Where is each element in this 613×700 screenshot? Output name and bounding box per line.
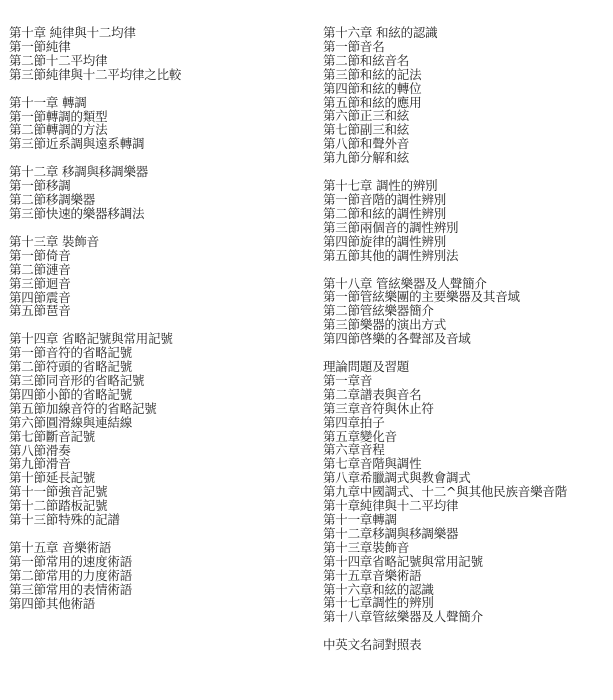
toc-item: 第五節琶音 [9,303,71,319]
toc-item: 第二章譜表與音名 [323,386,422,402]
toc-item: 第八章希臘調式與教會調式 [323,470,471,486]
toc-item: 第一節常用的速度術語 [9,553,133,569]
toc-item: 第十三節特殊的記譜 [9,512,120,528]
toc-item: 第二節和絃的調性辨別 [323,205,447,221]
toc-item: 第二節移調樂器 [9,192,96,208]
chapter-title: 第十四章 省略記號與常用記號 [9,331,173,347]
chapter-title: 第十七章 調性的辨別 [323,178,438,194]
toc-item: 第十八章管絃樂器及人聲簡介 [323,609,483,625]
toc-item: 第四節震音 [9,289,71,305]
chapter-title: 第十三章 裝飾音 [9,233,99,249]
toc-item: 第十二章移調與移調樂器 [323,525,459,541]
toc-item: 第十章純律與十二平均律 [323,498,459,514]
toc-item: 第四節其他術語 [9,595,96,611]
toc-item: 第六節圓滑線與連結線 [9,414,133,430]
toc-chapter [9,541,309,611]
toc-item: 第三節純律與十二平均律之比較 [9,66,182,82]
toc-item: 第五節其他的調性辨別法 [323,247,459,263]
toc-item: 第二節常用的力度術語 [9,567,133,583]
toc-item: 第四節啓樂的各聲部及音域 [323,331,471,347]
toc-item: 第三章音符與休止符 [323,400,434,416]
toc-item: 第一節移調 [9,178,71,194]
toc-item: 第十七章調性的辨別 [323,595,434,611]
toc-left-column [9,26,309,625]
toc-item: 第五節和絃的應用 [323,94,422,110]
toc-chapter [9,26,309,82]
chapter-title: 第十五章 音樂術語 [9,540,112,555]
toc-item: 第三節樂器的演出方式 [323,317,447,333]
toc-item: 第四節和絃的轉位 [323,80,422,96]
toc-item: 第七章音階與調性 [323,456,422,472]
toc-item: 第四章拍子 [323,414,385,430]
chapter-title: 第十章 純律與十二均律 [9,25,136,40]
toc-item: 第五節加線音符的省略記號 [9,400,157,416]
toc-item: 第十四章省略記號與常用記號 [323,553,483,569]
toc-item: 第十一章轉調 [323,512,397,527]
toc-item: 第四節小節的省略記號 [9,386,133,402]
toc-item: 第一節音符的省略記號 [9,345,133,361]
toc-item: 第一節純律 [9,38,71,54]
toc-item: 第十五章音樂術語 [323,567,422,583]
toc-item: 第十節延長記號 [9,470,96,486]
toc-item: 第七節斷音記號 [9,428,96,444]
toc-chapter [9,235,309,318]
toc-item: 第十三章裝飾音 [323,539,410,555]
toc-chapter [9,96,309,152]
chapter-title: 第十八章 管絃樂器及人聲簡介 [323,275,487,291]
toc-item: 第十一節強音記號 [9,484,108,500]
chapter-title: 第十二章 移調與移調樂器 [9,164,149,180]
toc-item: 第二節和絃音名 [323,52,410,68]
toc-chapter [323,179,611,262]
toc-item: 第一節倚音 [9,247,71,263]
toc-item: 第二節轉調的方法 [9,122,108,138]
toc-chapter [9,332,309,527]
toc-item: 第二節符頭的省略記號 [9,359,133,375]
chapter-title: 理論問題及習題 [323,359,410,375]
toc-item: 第二節漣音 [9,261,71,277]
toc-item: 第二節管絃樂器簡介 [323,303,434,319]
toc-item: 第一節轉調的類型 [9,108,108,124]
toc-item: 第六節正三和絃 [323,108,410,124]
toc-item: 第十二節踏板記號 [9,498,108,514]
toc-item: 第十六章和絃的認識 [323,581,434,597]
glossary-entry: 中英文名詞對照表 [323,637,422,653]
toc-item: 第九章中國調式、十二^與其他民族音樂音階 [323,484,567,500]
toc-item: 第一節音名 [323,38,385,54]
toc-item: 第一章音 [323,372,373,388]
toc-item: 第三節兩個音的調性辨別 [323,219,459,235]
toc-right-column [323,26,611,652]
toc-item: 第三節快速的樂器移調法 [9,205,145,221]
toc-item: 第一節管絃樂團的主要樂器及其音域 [323,289,520,305]
toc-item: 第一節音階的調性辨別 [323,191,447,207]
toc-item: 第九節分解和絃 [323,150,410,166]
toc-chapter [323,360,611,624]
toc-item: 第六章音程 [323,442,385,458]
toc-item: 第七節副三和絃 [323,122,410,138]
toc-chapter [9,165,309,221]
toc-item: 第二節十二平均律 [9,52,108,68]
toc-item: 第三節迴音 [9,275,71,291]
toc-item: 第四節旋律的調性辨別 [323,233,447,249]
toc-item: 第八節和聲外音 [323,136,410,152]
toc-item: 第三節常用的表情術語 [9,581,133,597]
toc-item: 第三節近系調與遠系轉調 [9,136,145,152]
chapter-title: 第十六章 和絃的認識 [323,25,438,40]
toc-item: 第八節滑奏 [9,442,71,458]
chapter-title: 第十一章 轉調 [9,94,87,110]
toc-item: 第五章變化音 [323,428,397,444]
toc-item: 第三節和絃的記法 [323,66,422,82]
toc-item: 第三節同音形的省略記號 [9,373,145,389]
toc-item: 第九節滑音 [9,456,71,472]
toc-chapter [323,277,611,347]
toc-chapter [323,26,611,165]
